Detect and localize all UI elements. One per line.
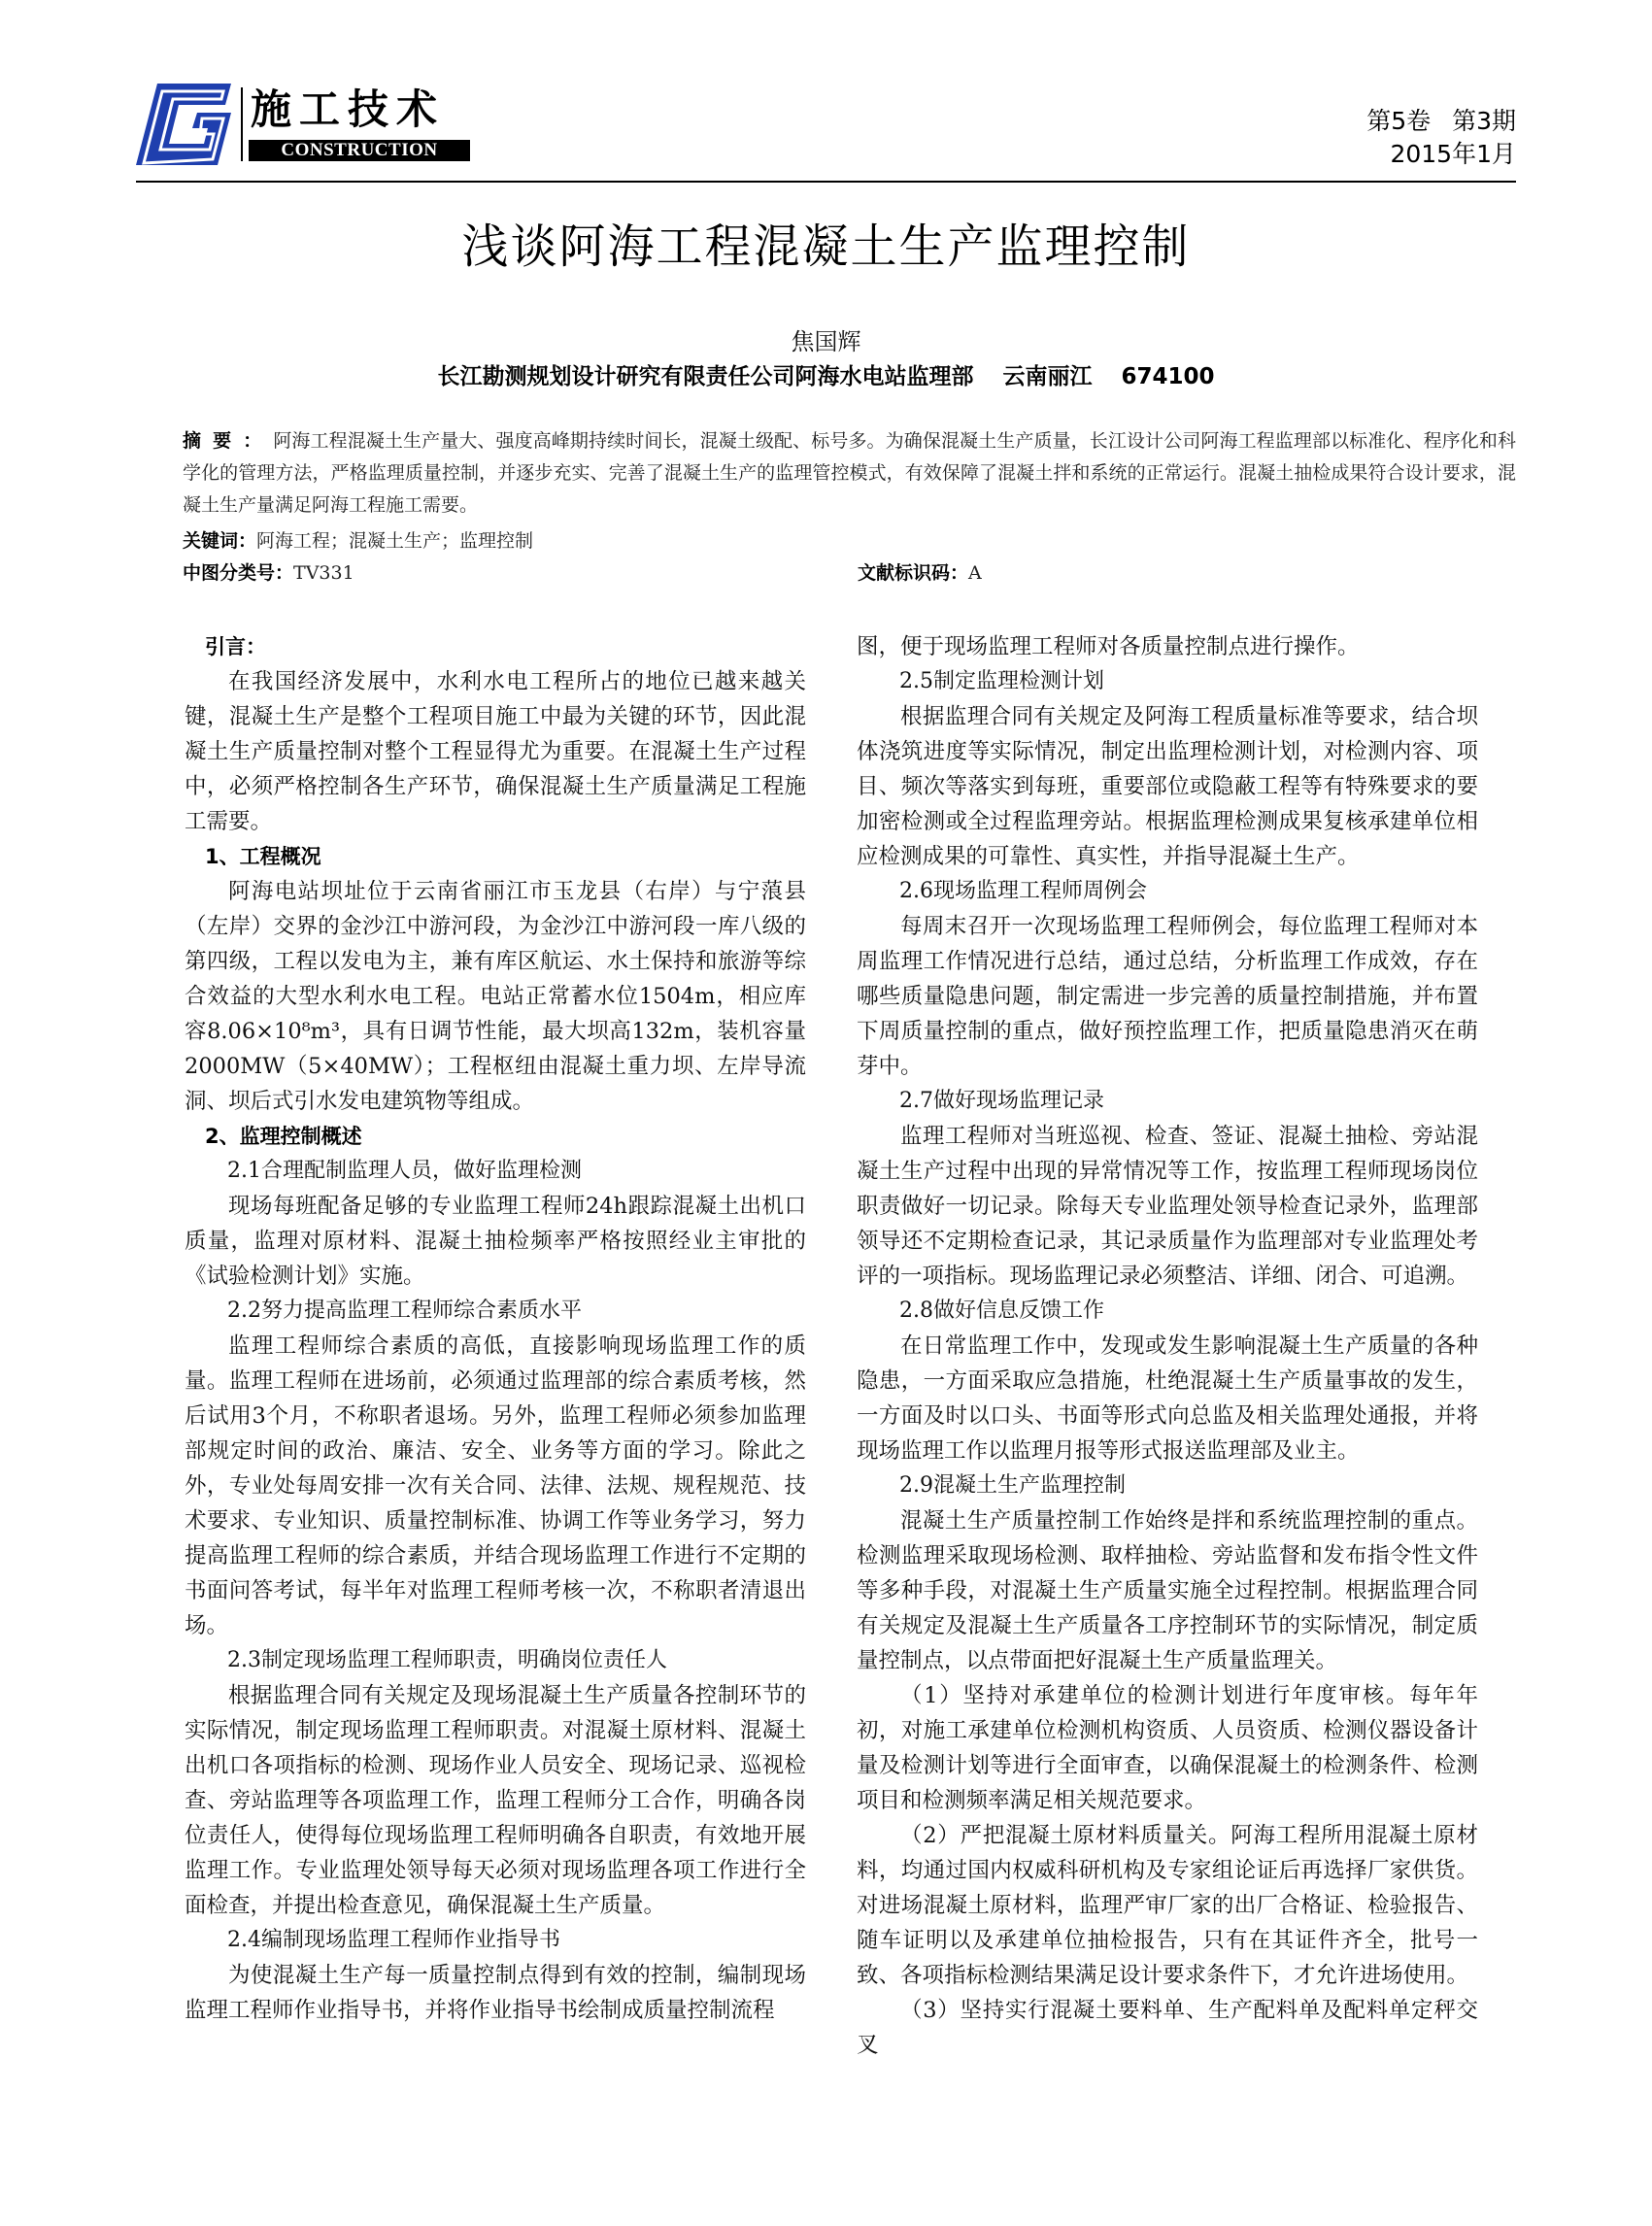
doc-code-value: A (968, 562, 982, 584)
volume: 第5卷 (1366, 107, 1432, 135)
subsection-heading: 2.3制定现场监理工程师职责，明确岗位责任人 (227, 1648, 667, 1672)
issue-info (1366, 105, 1516, 171)
volume-issue (1366, 105, 1516, 138)
journal-name-en: CONSTRUCTION (249, 140, 470, 161)
affiliation-location: 云南丽江 (1002, 364, 1093, 389)
body-paragraph: 阿海电站坝址位于云南省丽江市玉龙县（右岸）与宁蒗县（左岸）交界的金沙江中游河段，为金沙江中游河段一库八级的第四级，工程以发电为主，兼有库区航运、水土保持和旅游等综合效益的大型水利水电工程。电站正常蓄水位1504m，相应库容8.06×10⁸m³，具有日调节性能，最大坝高132m，装机容量2000MW（5×40MW）；工程枢纽由混凝土重力坝、左岸导流洞、坝后式引水发电建筑物等组成。 (185, 879, 806, 1114)
abstract (183, 425, 1516, 522)
subsection-heading: 2.1合理配制监理人员，做好监理检测 (227, 1159, 582, 1183)
issue-date: 2015年1月 (1390, 140, 1516, 168)
affiliation-name: 长江勘测规划设计研究有限责任公司阿海水电站监理部 (437, 364, 974, 389)
article-title: 浅谈阿海工程混凝土生产监理控制 (461, 219, 1191, 274)
keywords (183, 526, 533, 556)
section-heading: 2、监理控制概述 (205, 1125, 362, 1148)
subsection-heading: 2.6现场监理工程师周例会 (899, 879, 1147, 903)
abstract-text: 阿海工程混凝土生产量大、强度高峰期持续时间长，混凝土级配、标号多。为确保混凝土生产质量，长江设计公司阿海工程监理部以标准化、程序化和科学化的管理方法，严格监理质量控制，并逐步充实、完善了混凝土生产的监理管控模式，有效保障了混凝土拌和系统的正常运行。混凝土抽检成果符合设计要求，混凝土生产量满足阿海工程施工需要。 (183, 430, 1516, 516)
subsection-heading: 2.9混凝土生产监理控制 (899, 1473, 1126, 1498)
body-paragraph: 在日常监理工作中，发现或发生影响混凝土生产质量的各种隐患，一方面采取应急措施，杜绝混凝土生产质量事故的发生，一方面及时以口头、书面等形式向总监及相关监理处通报，并将现场监理工作以监理月报等形式报送监理部及业主。 (857, 1333, 1478, 1464)
body-paragraph: 监理工程师综合素质的高低，直接影响现场监理工作的质量。监理工程师在进场前，必须通过监理部的综合素质考核，然后试用3个月，不称职者退场。另外，监理工程师必须参加监理部规定时间的政治、廉洁、安全、业务等方面的学习。除此之外，专业处每周安排一次有关合同、法律、法规、规程规范、技术要求、专业知识、质量控制标准、协调工作等业务学习，努力提高监理工程师的综合素质，并结合现场监理工作进行不定期的书面问答考试，每半年对监理工程师考核一次，不称职者清退出场。 (185, 1333, 806, 1638)
body-paragraph: 为使混凝土生产每一质量控制点得到有效的控制，编制现场监理工程师作业指导书，并将作业指导书绘制成质量控制流程 (185, 1963, 806, 2023)
journal-name-cn: 施工技术 (251, 85, 446, 133)
subsection-heading: 2.4编制现场监理工程师作业指导书 (227, 1928, 560, 1952)
construction-journal-logo-icon (136, 84, 231, 165)
journal-logo (136, 84, 476, 165)
article-author: 焦国辉 (791, 328, 861, 355)
keywords-label: 关键词： (183, 530, 257, 552)
issue-number: 第3期 (1452, 107, 1516, 135)
affiliation-postcode: 674100 (1121, 364, 1215, 389)
body-paragraph: 根据监理合同有关规定及现场混凝土生产质量各控制环节的实际情况，制定现场监理工程师职责。对混凝土原材料、混凝土出机口各项指标的检测、现场作业人员安全、现场记录、巡视检查、旁站监理等各项监理工作，监理工程师分工合作，明确各岗位责任人，使得每位现场监理工程师明确各自职责，有效地开展监理工作。专业监理处领导每天必须对现场监理各项工作进行全面检查，并提出检查意见，确保混凝土生产质量。 (185, 1683, 806, 1918)
body-paragraph: 图，便于现场监理工程师对各质量控制点进行操作。 (857, 634, 1360, 659)
keywords-text: 阿海工程；混凝土生产；监理控制 (256, 530, 534, 552)
body-paragraph: （2）严把混凝土原材料质量关。阿海工程所用混凝土原材料，均通过国内权威科研机构及专家组论证后再选择厂家供货。对进场混凝土原材料，监理严审厂家的出厂合格证、检验报告、随车证明以及承建单位抽检报告，只有在其证件齐全，批号一致、各项指标检测结果满足设计要求条件下，才允许进场使用。 (857, 1823, 1478, 1988)
body-paragraph: 根据监理合同有关规定及阿海工程质量标准等要求，结合坝体浇筑进度等实际情况，制定出监理检测计划，对检测内容、项目、频次等落实到每班，重要部位或隐蔽工程等有特殊要求的要加密检测或全过程监理旁站。根据监理检测成果复核承建单位相应检测成果的可靠性、真实性，并指导混凝土生产。 (857, 704, 1478, 869)
document-code (858, 558, 982, 588)
body-paragraph: 混凝土生产质量控制工作始终是拌和系统监理控制的重点。检测监理采取现场检测、取样抽检、旁站监督和发布指令性文件等多种手段，对混凝土生产质量实施全过程控制。根据监理合同有关规定及混凝土生产质量各工序控制环节的实际情况，制定质量控制点，以点带面把好混凝土生产质量监理关。 (857, 1508, 1478, 1673)
logo-divider (241, 87, 243, 161)
body-right-column (857, 629, 1478, 2063)
body-left-column (185, 629, 806, 2028)
subsection-heading: 2.8做好信息反馈工作 (899, 1298, 1104, 1323)
subsection-heading: 2.2努力提高监理工程师综合素质水平 (227, 1298, 582, 1323)
clc-label: 中图分类号： (183, 562, 294, 584)
subsection-heading: 2.7做好现场监理记录 (899, 1089, 1104, 1113)
section-heading: 引言： (205, 635, 266, 658)
header-rule (136, 181, 1516, 183)
body-paragraph: （3）坚持实行混凝土要料单、生产配料单及配料单定秤交叉 (857, 1998, 1478, 2058)
subsection-heading: 2.5制定监理检测计划 (899, 669, 1104, 693)
section-heading: 1、工程概况 (205, 845, 321, 868)
clc-number (183, 558, 354, 588)
author-affiliation (0, 361, 1652, 392)
body-paragraph: （1）坚持对承建单位的检测计划进行年度审核。每年年初，对施工承建单位检测机构资质、人员资质、检测仪器设备计量及检测计划等进行全面审查，以确保混凝土的检测条件、检测项目和检测频率满足相关规范要求。 (857, 1683, 1478, 1813)
body-paragraph: 监理工程师对当班巡视、检查、签证、混凝土抽检、旁站混凝土生产过程中出现的异常情况等工作，按监理工程师现场岗位职责做好一切记录。除每天专业监理处领导检查记录外，监理部领导还不定期检查记录，其记录质量作为监理部对专业监理处考评的一项指标。现场监理记录必须整洁、详细、闭合、可追溯。 (857, 1124, 1478, 1289)
body-paragraph: 每周末召开一次现场监理工程师例会，每位监理工程师对本周监理工作情况进行总结，通过总结，分析监理工作成效，存在哪些质量隐患问题，制定需进一步完善的质量控制措施，并布置下周质量控制的重点，做好预控监理工作，把质量隐患消灭在萌芽中。 (857, 914, 1478, 1079)
clc-value: TV331 (293, 562, 354, 584)
body-paragraph: 在我国经济发展中，水利水电工程所占的地位已越来越关键，混凝土生产是整个工程项目施工中最为关键的环节，因此混凝土生产质量控制对整个工程显得尤为重要。在混凝土生产过程中，必须严格控制各生产环节，确保混凝土生产质量满足工程施工需要。 (185, 669, 806, 834)
body-paragraph: 现场每班配备足够的专业监理工程师24h跟踪混凝土出机口质量，监理对原材料、混凝土抽检频率严格按照经业主审批的《试验检测计划》实施。 (185, 1194, 806, 1289)
abstract-label: 摘要： (183, 430, 274, 452)
doc-code-label: 文献标识码： (858, 562, 969, 584)
